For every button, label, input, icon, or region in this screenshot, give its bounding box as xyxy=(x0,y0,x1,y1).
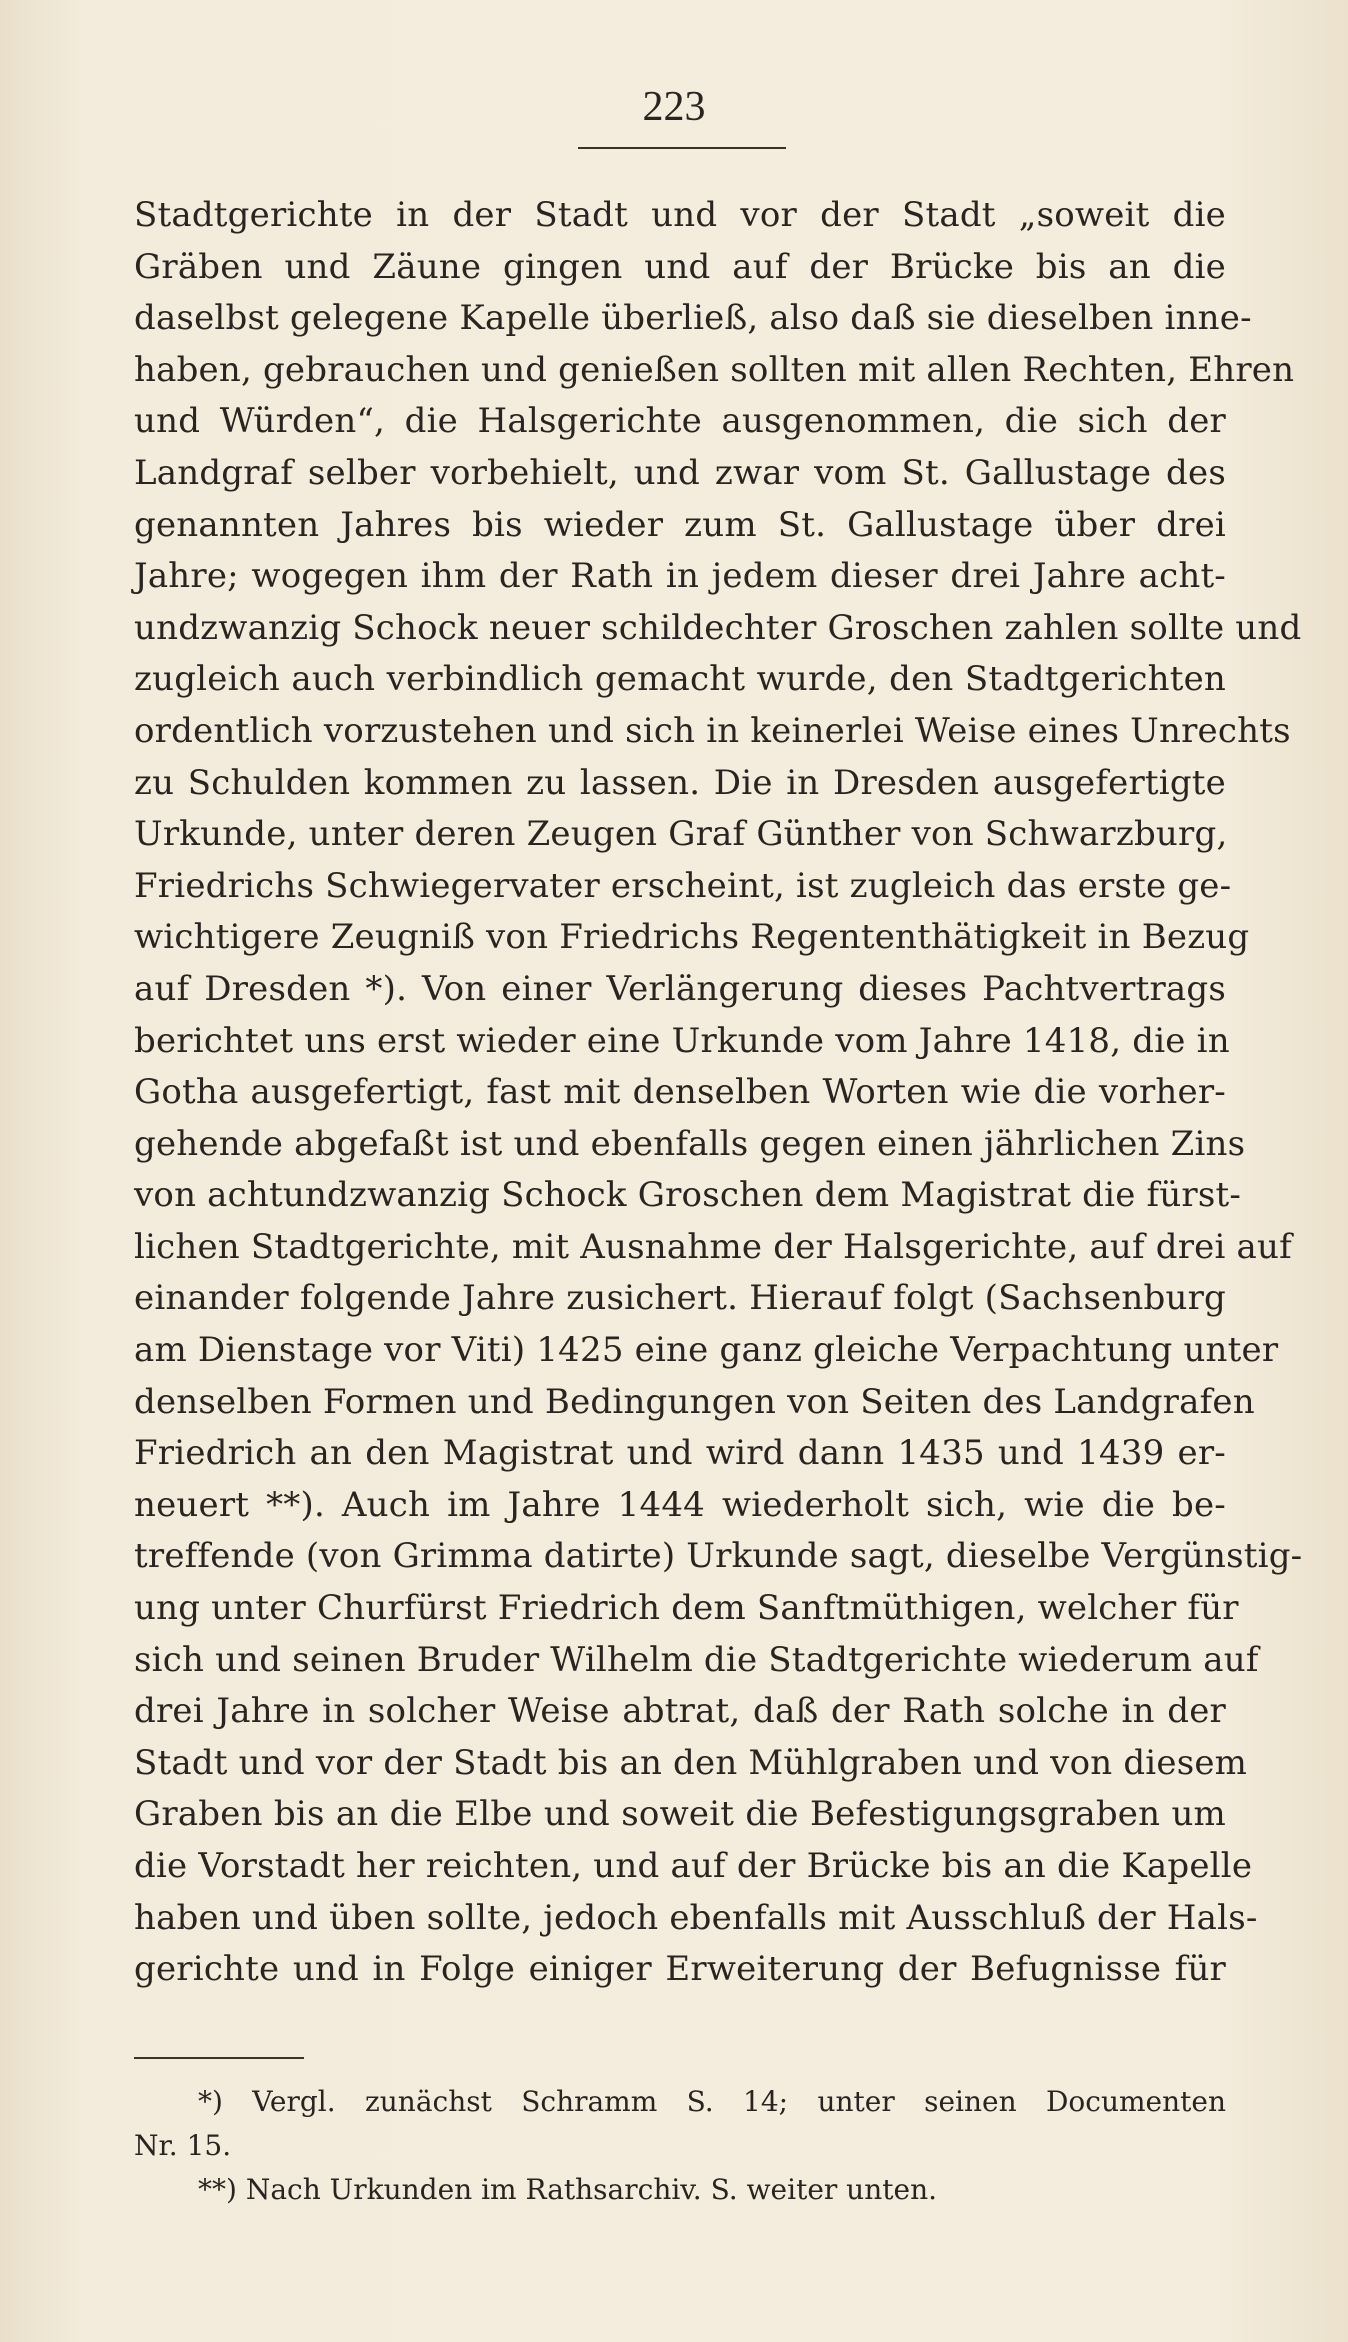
text-line: und Würden“, die Halsgerichte ausgenommen, die sich der xyxy=(134,401,1226,442)
text-line: zu Schulden kommen zu lassen. Die in Dresden ausgefertigte xyxy=(134,762,1226,803)
text-line: haben und üben sollte, jedoch ebenfalls mit Ausschluß der Hals- xyxy=(134,1897,1258,1938)
footnote: **) Nach Urkunden im Rathsarchiv. S. weiter unten. xyxy=(198,2173,938,2206)
footnote-rule xyxy=(134,2057,304,2059)
text-line: zugleich auch verbindlich gemacht wurde, den Stadtgerichten xyxy=(134,659,1226,700)
text-line: neuert **). Auch im Jahre 1444 wiederholt sich, wie die be- xyxy=(134,1484,1226,1525)
text-line: Friedrichs Schwiegervater erscheint, ist zugleich das erste ge- xyxy=(134,865,1232,906)
text-line: gerichte und in Folge einiger Erweiterung der Befugnisse für xyxy=(134,1949,1226,1990)
body-text xyxy=(134,190,1303,1996)
text-line: berichtet uns erst wieder eine Urkunde vom Jahre 1418, die in xyxy=(134,1020,1230,1061)
text-line: von achtundzwanzig Schock Groschen dem Magistrat die fürst- xyxy=(134,1175,1242,1216)
page-number: 223 xyxy=(642,84,706,130)
text-line: Landgraf selber vorbehielt, und zwar vom St. Gallustage des xyxy=(134,452,1226,493)
text-line: Graben bis an die Elbe und soweit die Befestigungsgraben um xyxy=(134,1794,1226,1835)
text-line: sich und seinen Bruder Wilhelm die Stadtgerichte wiederum auf xyxy=(134,1639,1259,1680)
footnotes xyxy=(134,2080,1226,2212)
text-line: Gräben und Zäune gingen und auf der Brücke bis an die xyxy=(134,246,1226,287)
header-rule xyxy=(578,147,786,149)
text-line: ung unter Churfürst Friedrich dem Sanftmüthigen, welcher für xyxy=(134,1588,1239,1629)
text-line: ordentlich vorzustehen und sich in keinerlei Weise eines Unrechts xyxy=(134,710,1291,751)
text-line: Gotha ausgefertigt, fast mit denselben Worten wie die vorher- xyxy=(134,1072,1226,1113)
text-line: lichen Stadtgerichte, mit Ausnahme der Halsgerichte, auf drei auf xyxy=(134,1226,1292,1267)
text-line: Urkunde, unter deren Zeugen Graf Günther von Schwarzburg, xyxy=(134,814,1228,855)
text-line: daselbst gelegene Kapelle überließ, also daß sie dieselben inne- xyxy=(134,298,1252,339)
text-line: Stadtgerichte in der Stadt und vor der Stadt „soweit die xyxy=(134,195,1226,235)
footnote-continuation: Nr. 15. xyxy=(134,2129,232,2162)
text-line: haben, gebrauchen und genießen sollten mit allen Rechten, Ehren xyxy=(134,349,1295,390)
text-line: einander folgende Jahre zusichert. Hierauf folgt (Sachsenburg xyxy=(134,1278,1226,1319)
text-line: treffende (von Grimma datirte) Urkunde sagt, dieselbe Vergünstig- xyxy=(134,1536,1303,1577)
text-line: denselben Formen und Bedingungen von Seiten des Landgrafen xyxy=(134,1381,1255,1422)
text-line: die Vorstadt her reichten, und auf der Brücke bis an die Kapelle xyxy=(134,1846,1253,1886)
text-line: genannten Jahres bis wieder zum St. Gallustage über drei xyxy=(134,504,1226,545)
text-line: Friedrich an den Magistrat und wird dann 1435 und 1439 er- xyxy=(134,1433,1226,1474)
text-line: auf Dresden *). Von einer Verlängerung dieses Pachtvertrags xyxy=(134,968,1226,1009)
text-line: drei Jahre in solcher Weise abtrat, daß der Rath solche in der xyxy=(134,1691,1226,1732)
text-line: undzwanzig Schock neuer schildechter Groschen zahlen sollte und xyxy=(134,607,1302,648)
footnote: *) Vergl. zunächst Schramm S. 14; unter seinen Documenten xyxy=(198,2085,1226,2118)
text-line: am Dienstage vor Viti) 1425 eine ganz gleiche Verpachtung unter xyxy=(134,1330,1279,1371)
text-line: Jahre; wogegen ihm der Rath in jedem dieser drei Jahre acht- xyxy=(134,556,1226,597)
text-line: Stadt und vor der Stadt bis an den Mühlgraben und von diesem xyxy=(134,1742,1248,1783)
text-line: gehende abgefaßt ist und ebenfalls gegen einen jährlichen Zins xyxy=(134,1123,1246,1164)
text-line: wichtigere Zeugniß von Friedrichs Regententhätigkeit in Bezug xyxy=(134,917,1250,958)
